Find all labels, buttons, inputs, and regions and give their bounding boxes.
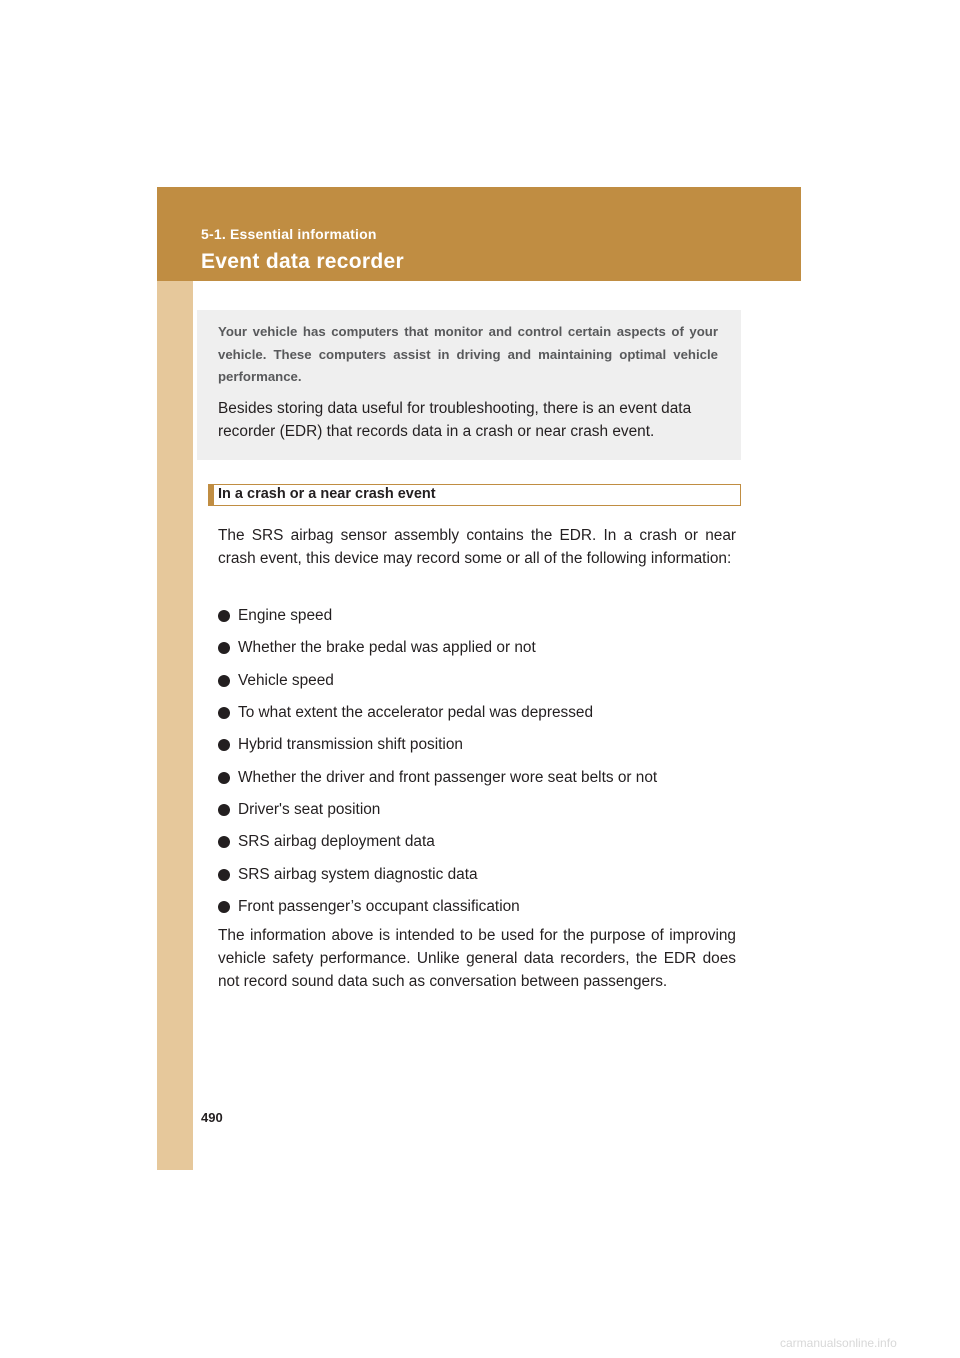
bullet-icon bbox=[218, 772, 230, 784]
list-item bbox=[218, 761, 738, 793]
bullet-icon bbox=[218, 804, 230, 816]
subsection-heading bbox=[208, 484, 741, 506]
list-item-text: Vehicle speed bbox=[238, 671, 334, 689]
list-item-text: To what extent the accelerator pedal was depressed bbox=[238, 704, 594, 722]
bullet-icon bbox=[218, 901, 230, 913]
bullet-icon bbox=[218, 675, 230, 687]
list-item bbox=[218, 826, 738, 858]
page-title: Event data recorder bbox=[201, 250, 404, 273]
recorded-data-list bbox=[218, 600, 738, 923]
list-item bbox=[218, 858, 738, 890]
bullet-icon bbox=[218, 610, 230, 622]
intro-text: Besides storing data useful for troubleshooting, there is an event data recorder (EDR) that records data in a crash or near crash event. bbox=[218, 400, 692, 440]
body-paragraph-2: The information above is intended to be used for the purpose of improving vehicle safety performance. Unlike general data recorders, the EDR does not record sound data such as conversation between passengers. bbox=[218, 927, 736, 990]
list-item-text: Front passenger’s occupant classification bbox=[238, 897, 520, 915]
page-number: 490 bbox=[201, 1110, 223, 1125]
list-item-text: SRS airbag deployment data bbox=[238, 833, 435, 851]
list-item-text: Driver's seat position bbox=[238, 800, 381, 818]
body-paragraph-1: The SRS airbag sensor assembly contains the EDR. In a crash or near crash event, this device may record some or all of the following information: bbox=[218, 527, 736, 567]
list-item-text: Hybrid transmission shift position bbox=[238, 736, 463, 754]
bullet-icon bbox=[218, 707, 230, 719]
section-label: 5-1. Essential information bbox=[201, 226, 377, 242]
list-item bbox=[218, 891, 738, 923]
list-item-text: Engine speed bbox=[238, 607, 333, 625]
list-item bbox=[218, 729, 738, 761]
list-item bbox=[218, 665, 738, 697]
bullet-icon bbox=[218, 836, 230, 848]
intro-lead: Your vehicle has computers that monitor and control certain aspects of your vehicle. These computers assist in driving and maintaining optimal vehicle performance. bbox=[218, 324, 718, 384]
side-band bbox=[157, 187, 193, 1170]
list-item-text: Whether the driver and front passenger wore seat belts or not bbox=[238, 768, 658, 786]
bullet-icon bbox=[218, 739, 230, 751]
watermark: carmanualsonline.info bbox=[780, 1336, 897, 1350]
list-item bbox=[218, 794, 738, 826]
list-item bbox=[218, 697, 738, 729]
list-item bbox=[218, 600, 738, 632]
list-item-text: Whether the brake pedal was applied or not bbox=[238, 639, 536, 657]
subsection-heading-text: In a crash or a near crash event bbox=[218, 486, 436, 502]
list-item bbox=[218, 632, 738, 664]
bullet-icon bbox=[218, 642, 230, 654]
list-item-text: SRS airbag system diagnostic data bbox=[238, 865, 478, 883]
bullet-icon bbox=[218, 869, 230, 881]
heading-accent-bar bbox=[209, 485, 214, 505]
